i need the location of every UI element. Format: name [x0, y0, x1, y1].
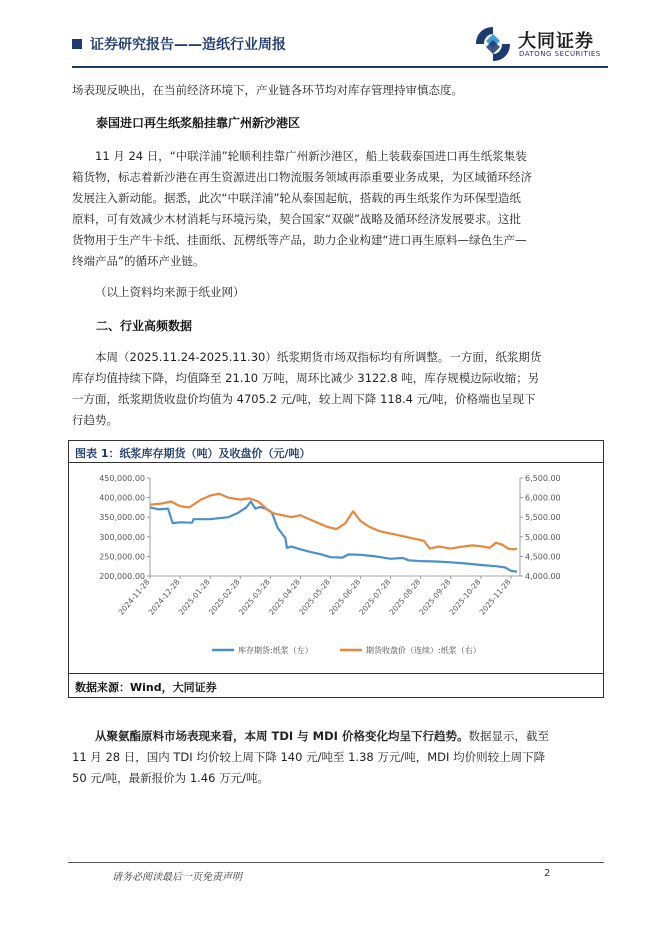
company-logo [472, 24, 608, 64]
x-tick-label: 2025-09-28 [417, 577, 453, 617]
pulp-inventory-price-chart [72, 470, 562, 670]
y-left-tick-label: 250,000.00 [99, 552, 145, 562]
x-tick-label: 2024-11-28 [116, 577, 152, 617]
header-square-icon [72, 39, 82, 49]
figure-source-divider [69, 673, 603, 674]
x-tick-label: 2025-08-28 [387, 577, 423, 617]
report-header [72, 22, 608, 72]
x-tick-label: 2025-02-28 [206, 577, 242, 617]
series-line-close-price [150, 494, 517, 550]
text-line: 场表现反映出，在当前经济环境下，产业链各环节均对库存管理持审慎态度。 [72, 83, 463, 97]
text-line: 货物用于生产牛卡纸、挂面纸、瓦楞纸等产品，助力企业构建“进口再生原料—绿色生产— [72, 233, 527, 247]
paragraph-news [72, 146, 600, 272]
x-tick-label: 2025-03-28 [236, 577, 272, 617]
y-left-tick-label: 350,000.00 [99, 513, 145, 523]
text-line: 库存均值持续下降，均值降至 21.10 万吨，周环比减少 3122.8 吨，库存规模边际收缩；另 [72, 371, 540, 385]
footer-disclaimer: 请务必阅读最后一页免责声明 [112, 872, 242, 883]
text-line: 11 月 24 日，“中联洋浦”轮顺利挂靠广州新沙港区，船上装载泰国进口再生纸浆集装 [95, 149, 527, 163]
x-tick-label: 2025-05-28 [297, 577, 333, 617]
y-right-tick-label: 5,500.00 [525, 513, 561, 523]
x-tick-label: 2025-06-28 [327, 577, 363, 617]
text-line: 50 元/吨，最新报价为 1.46 万元/吨。 [72, 771, 269, 785]
text-line: 箱货物，标志着新沙港在再生资源进出口物流服务领域再添重要业务成果，为区域循环经济 [72, 170, 532, 184]
x-tick-label: 2025-04-28 [267, 577, 302, 617]
page-number: 2 [544, 868, 551, 879]
y-left-tick-label: 450,000.00 [99, 474, 145, 483]
text-line: 本周（2025.11.24-2025.11.30）纸浆期货市场双指标均有所调整。一方面，纸浆期货 [95, 350, 542, 364]
x-tick-label: 2025-07-28 [357, 577, 393, 617]
legend-label: 期货收盘价（连续）:纸浆（右） [366, 646, 481, 655]
figure-title: 图表 1：纸浆库存期货（吨）及收盘价（元/吨） [75, 447, 311, 460]
logo-cn-text: 大同证券 [518, 31, 594, 52]
y-left-tick-label: 400,000.00 [99, 493, 145, 503]
x-tick-label: 2024-12-28 [146, 577, 182, 617]
footer-divider [68, 862, 604, 863]
datong-logo-icon [472, 24, 514, 64]
text-line [72, 726, 600, 747]
text-line: 11 月 28 日，国内 TDI 均价较上周下降 140 元/吨至 1.38 万元/吨，MDI 均价则较上周下降 [72, 750, 546, 764]
bold-lead: 从聚氨酯原料市场表现来看，本周 TDI 与 MDI 价格变化均呈下行趋势。 [95, 729, 469, 743]
figure-title-bar [69, 441, 603, 463]
section-heading: 泰国进口再生纸浆船挂靠广州新沙港区 [96, 116, 301, 130]
paragraph-intro [72, 80, 600, 101]
text-line: （以上资料均来源于纸业网） [95, 285, 245, 299]
x-tick-label: 2025-01-28 [176, 577, 212, 617]
paragraph-polyurethane [72, 726, 600, 789]
section-heading: 二、行业高频数据 [96, 319, 193, 333]
text-line: 行趋势。 [72, 413, 118, 427]
logo-en-text: DATONG SECURITIES [519, 50, 601, 58]
y-left-tick-label: 300,000.00 [99, 532, 145, 542]
figure-source: 数据来源：Wind，大同证券 [75, 681, 217, 694]
text-line: 发展注入新动能。据悉，此次“中联洋浦”轮从泰国起航，搭载的再生纸浆作为环保型造纸 [72, 191, 521, 205]
text-span: 数据显示，截至 [468, 729, 549, 743]
y-right-tick-label: 6,000.00 [525, 493, 561, 503]
legend-label: 库存期货:纸浆（左） [238, 646, 313, 655]
paragraph-market-data [72, 347, 600, 431]
y-right-tick-label: 4,000.00 [525, 572, 561, 581]
header-divider [72, 66, 608, 68]
text-line: 一方面，纸浆期货收盘价均值为 4705.2 元/吨，较上周下降 118.4 元/吨，价格端也呈现下 [72, 392, 536, 406]
paragraph-source-note [72, 282, 600, 303]
series-line-inventory [150, 502, 517, 572]
x-tick-label: 2025-10-28 [447, 577, 483, 617]
y-right-tick-label: 5,000.00 [525, 532, 561, 542]
y-left-tick-label: 200,000.00 [99, 572, 145, 581]
y-right-tick-label: 6,500.00 [525, 474, 561, 483]
text-line: 终端产品”的循环产业链。 [72, 254, 205, 268]
text-line: 原料，可有效减少木材消耗与环境污染，契合国家“双碳”战略及循环经济发展要求。这批 [72, 212, 521, 226]
report-title: 证券研究报告——造纸行业周报 [90, 37, 286, 53]
y-right-tick-label: 4,500.00 [525, 552, 561, 562]
x-tick-label: 2025-11-28 [477, 577, 513, 617]
